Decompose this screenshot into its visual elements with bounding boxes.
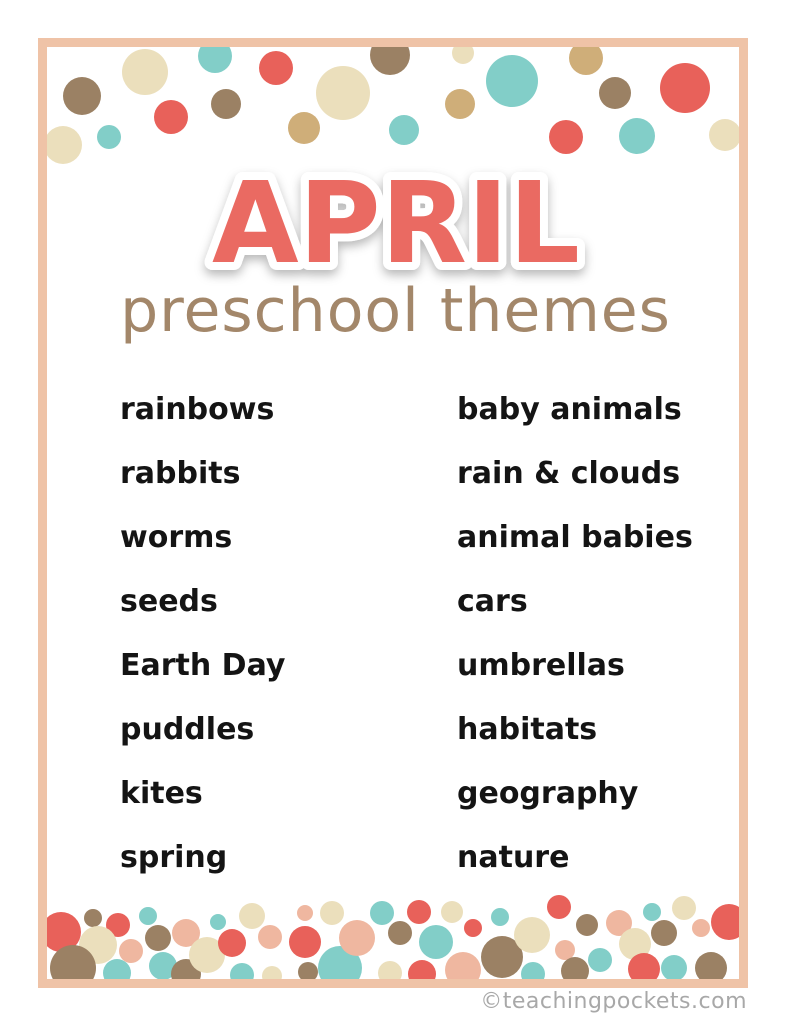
theme-item: cars <box>457 584 528 619</box>
theme-item: kites <box>120 776 203 811</box>
theme-item: worms <box>120 520 233 555</box>
theme-column-left <box>120 378 285 890</box>
theme-item: nature <box>457 840 570 875</box>
watermark-credit: ©teachingpockets.com <box>480 989 747 1014</box>
page-subtitle: preschool themes <box>120 276 671 346</box>
theme-item: puddles <box>120 712 255 747</box>
theme-item: spring <box>120 840 228 875</box>
title-block <box>0 160 791 346</box>
theme-item: rainbows <box>120 392 275 427</box>
theme-item: animal babies <box>457 520 693 555</box>
theme-item: umbrellas <box>457 648 625 683</box>
theme-item: habitats <box>457 712 598 747</box>
theme-item: Earth Day <box>120 648 286 683</box>
month-title: APRIL <box>211 160 580 289</box>
theme-item: rabbits <box>120 456 241 491</box>
theme-column-right <box>457 378 693 890</box>
theme-item: baby animals <box>457 392 682 427</box>
theme-item: geography <box>457 776 639 811</box>
theme-item: seeds <box>120 584 218 619</box>
theme-item: rain & clouds <box>457 456 681 491</box>
month-title-graphic <box>66 160 726 292</box>
